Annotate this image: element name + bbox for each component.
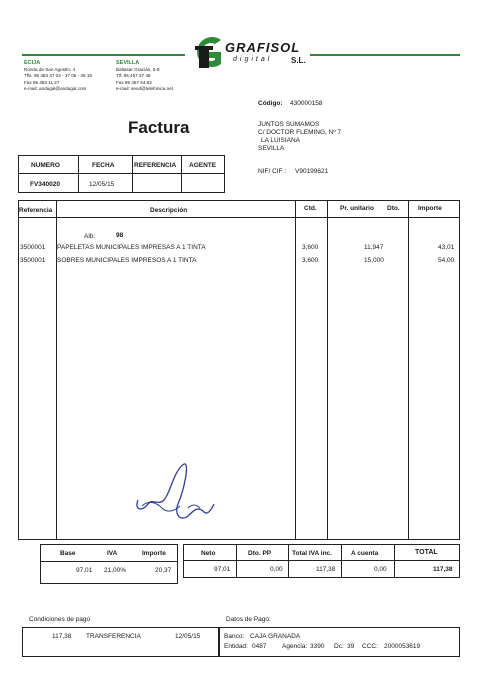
ccc-value: 2000053619 xyxy=(384,643,421,650)
row-desc: PAPELETAS MUNICIPALES IMPRESAS A 1 TINTA xyxy=(57,244,206,251)
branch-city: SEVILLA xyxy=(116,60,140,66)
totals-total-header: TOTAL xyxy=(415,549,438,556)
ccc-label: CCC: xyxy=(362,643,378,650)
divider xyxy=(78,155,79,193)
totals-totaliva-header: Total IVA inc. xyxy=(292,550,332,557)
client-line: C/ DOCTOR FLEMING, Nº 7 xyxy=(258,129,342,136)
col-precio: Pr. unitario xyxy=(340,205,374,212)
conditions-label: Condiciones de pago xyxy=(29,616,91,623)
agencia-value: 3390 xyxy=(310,643,325,650)
codigo-label: Código: xyxy=(258,100,283,107)
logo-sub: digital xyxy=(233,56,273,63)
totals-dtopp-header: Dto. PP xyxy=(248,550,272,557)
client-line: LA LUISIANA xyxy=(261,137,301,144)
branch-line: Fax 95 457 44 62 xyxy=(116,79,152,85)
dc-label: Dc: xyxy=(334,643,344,650)
client-address xyxy=(258,121,341,153)
divider xyxy=(288,544,289,578)
tax-base: 97,01 xyxy=(76,567,93,574)
branch-line: Ronda de San Agustín, 4 xyxy=(24,66,76,72)
entidad-value: 0487 xyxy=(252,643,267,650)
divider xyxy=(327,200,328,540)
divider xyxy=(18,217,460,218)
payment-data-box xyxy=(219,627,460,657)
tax-base-header: Base xyxy=(60,550,76,557)
col-importe: Importe xyxy=(418,205,442,212)
branch-line: Baltasar Gracián, 5-E xyxy=(116,66,160,72)
row-price: 11,947 xyxy=(364,244,384,251)
row-qty: 3,600 xyxy=(302,257,319,264)
row-desc: SOBRES MUNICIPALES IMPRESOS A 1 TINTA xyxy=(57,257,197,264)
nif-label: NIF/ CIF : xyxy=(258,168,287,175)
bank-label: Banco: xyxy=(224,633,245,640)
header-referencia: REFERENCIA xyxy=(134,162,177,169)
payment-date: 12/05/15 xyxy=(175,633,201,640)
invoice-date: 12/05/15 xyxy=(89,181,115,188)
col-descripcion: Descripción xyxy=(150,207,188,214)
divider xyxy=(295,200,296,540)
branch-line: Tfls. 95 483 37 04 - 37 05 - 36 19 xyxy=(24,73,92,78)
payment-conditions-box xyxy=(22,627,219,657)
totals-total: 117,38 xyxy=(433,566,453,573)
totals-neto-header: Neto xyxy=(201,550,216,557)
logo-name: GRAFISOL xyxy=(225,40,301,55)
totals-dtopp: 0,00 xyxy=(270,566,283,573)
company-logo xyxy=(185,34,315,72)
client-line: SEVILLA xyxy=(258,145,285,152)
line-items-table xyxy=(18,200,460,540)
branch-sevilla xyxy=(116,60,173,93)
divider xyxy=(132,155,133,193)
tax-importe-header: Importe xyxy=(142,550,166,557)
tax-iva: 21,00% xyxy=(104,567,127,574)
col-cantidad: Ctd. xyxy=(304,205,317,212)
signature xyxy=(128,460,218,530)
divider xyxy=(394,544,395,578)
row-ref: 3500001 xyxy=(20,244,46,251)
header-agente: AGENTE xyxy=(189,162,217,169)
row-price: 15,000 xyxy=(364,257,384,264)
client-line: JUNTOS SUMAMOS xyxy=(258,121,320,128)
payment-amount: 117,38 xyxy=(52,633,72,640)
dc-value: 39 xyxy=(347,643,355,650)
invoice-title: Factura xyxy=(128,118,190,137)
header-rule-right xyxy=(310,54,460,56)
codigo-value: 430000158 xyxy=(290,100,323,107)
header-numero: NUMERO xyxy=(31,162,60,169)
row-ref: 3500001 xyxy=(20,257,46,264)
agencia-label: Agencia: xyxy=(282,643,308,650)
albaran-value: 98 xyxy=(116,232,124,239)
branch-line: Tlf. 95 457 37 48 xyxy=(116,73,151,78)
tax-iva-header: IVA xyxy=(107,550,118,557)
divider xyxy=(408,200,409,540)
divider xyxy=(56,200,57,540)
divider xyxy=(183,560,460,561)
totals-neto: 97,01 xyxy=(214,566,231,573)
logo-mark xyxy=(185,34,229,70)
totals-acuenta: 0,00 xyxy=(374,566,387,573)
nif-value: V90199621 xyxy=(295,168,329,175)
entidad-label: Entidad: xyxy=(224,643,248,650)
divider xyxy=(341,544,342,578)
branch-ecija xyxy=(24,60,92,93)
totals-acuenta-header: A cuenta xyxy=(351,550,379,557)
divider xyxy=(236,544,237,578)
col-descuento: Dto. xyxy=(387,205,400,212)
divider xyxy=(18,173,225,174)
payment-data-label: Datos de Pago: xyxy=(226,616,271,623)
divider xyxy=(40,561,178,562)
payment-method: TRANSFERENCIA xyxy=(86,633,141,640)
tax-importe: 20,37 xyxy=(155,567,172,574)
invoice-number: FV340020 xyxy=(30,181,60,188)
row-amount: 43,01 xyxy=(438,244,455,251)
albaran-label: Alb: xyxy=(84,233,96,240)
logo-suffix: S.L. xyxy=(291,56,306,65)
col-referencia: Referencia xyxy=(19,207,53,214)
header-rule xyxy=(22,54,185,56)
row-qty: 3,600 xyxy=(302,244,319,251)
divider xyxy=(181,155,182,193)
branch-line: Fax 95 483 11 27 xyxy=(24,79,60,85)
header-fecha: FECHA xyxy=(92,162,115,169)
bank-value: CAJA GRANADA xyxy=(250,633,301,640)
branch-line: e-mail: andugal@andugal.com xyxy=(24,86,87,91)
branch-line: e-mail: seod@telefonica.net xyxy=(116,86,174,91)
totals-totaliva: 117,38 xyxy=(316,566,336,573)
row-amount: 54,00 xyxy=(438,257,455,264)
branch-city: ECIJA xyxy=(24,60,41,66)
